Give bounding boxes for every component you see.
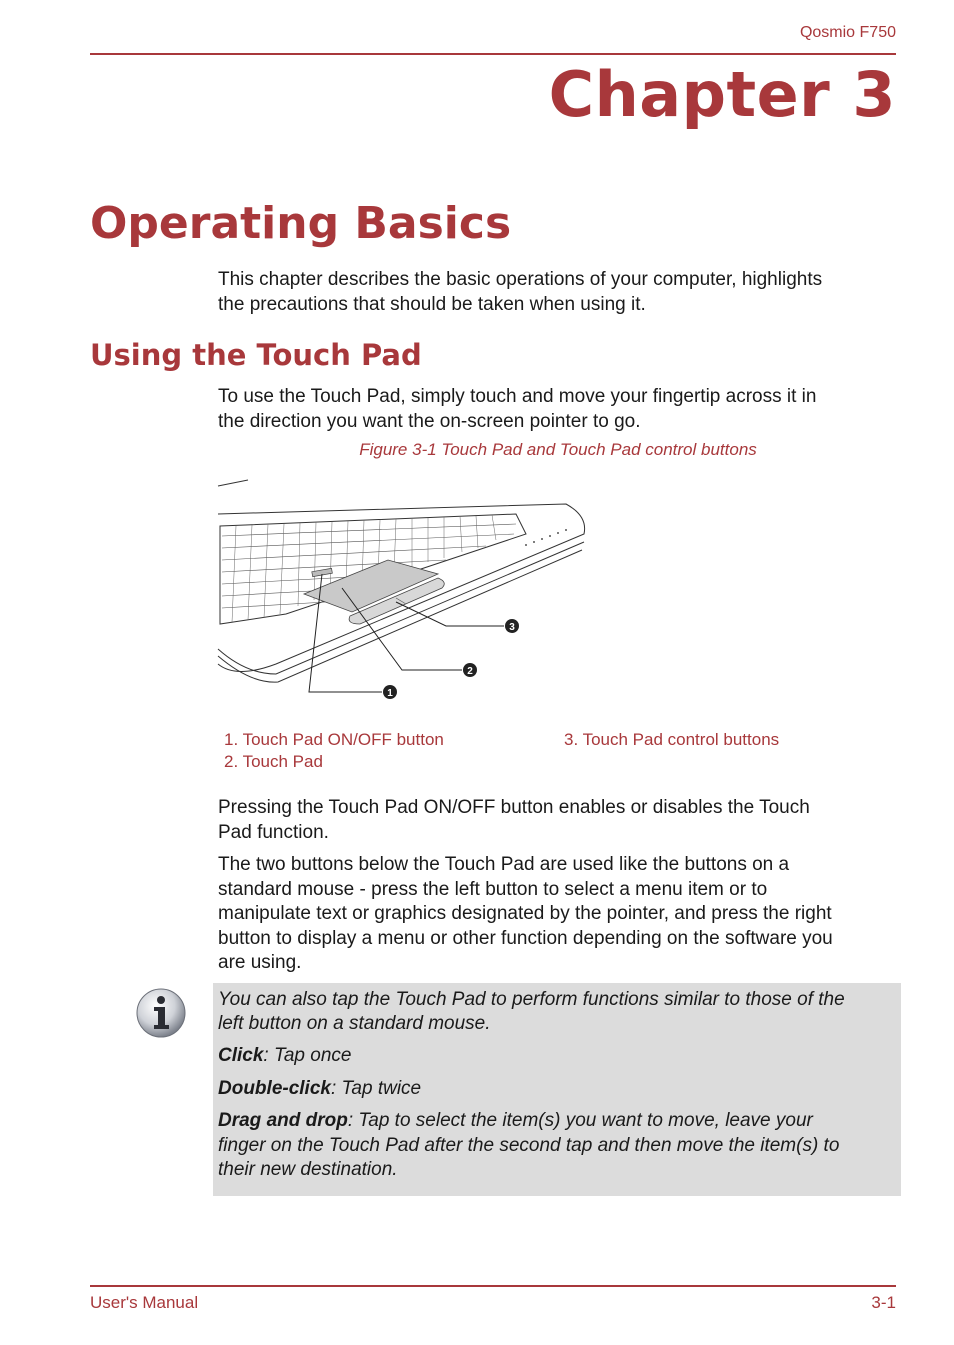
onoff-paragraph — [218, 796, 898, 845]
note-line: You can also tap the Touch Pad to perform functions similar to those of the — [218, 989, 845, 1010]
callout-2 — [463, 663, 477, 677]
callout-label: 2 — [467, 666, 473, 677]
callout-label: 3 — [509, 622, 515, 633]
callout-label: 1 — [387, 688, 393, 699]
touchpad-intro-line: the direction you want the on-screen pointer to go. — [218, 410, 641, 432]
note-term: Double-click — [218, 1078, 331, 1099]
intro-paragraph — [218, 268, 898, 317]
legend-item-2: 2. Touch Pad — [224, 752, 323, 771]
note-desc: : Tap to select the item(s) you want to move, leave your — [347, 1110, 813, 1131]
subsection-title: Using the Touch Pad — [90, 338, 422, 372]
info-icon — [135, 987, 187, 1039]
paragraph-line: are using. — [218, 952, 302, 973]
footer-rule — [90, 1285, 896, 1287]
paragraph-line: The two buttons below the Touch Pad are used like the buttons on a — [218, 854, 790, 875]
header-product-name: Qosmio F750 — [799, 24, 896, 41]
callout-1 — [383, 685, 397, 699]
footer-manual-title: User's Manual — [90, 1293, 199, 1312]
note-desc: : Tap twice — [330, 1078, 422, 1099]
note-double-click — [218, 1077, 898, 1102]
callout-3 — [505, 619, 519, 633]
chapter-title: Chapter 3 — [548, 58, 896, 131]
note-line: left button on a standard mouse. — [218, 1013, 491, 1034]
laptop-front-edge — [218, 542, 584, 674]
buttons-paragraph — [218, 853, 898, 976]
intro-line: the precautions that should be taken when using it. — [218, 293, 646, 315]
note-desc: : Tap once — [263, 1045, 352, 1066]
touchpad-figure — [216, 474, 596, 704]
paragraph-line: button to display a menu or other function depending on the software you — [218, 927, 833, 949]
paragraph-line: Pressing the Touch Pad ON/OFF button enables or disables the Touch — [218, 797, 810, 818]
intro-line: This chapter describes the basic operations of your computer, highlights — [218, 269, 823, 290]
note-line: their new destination. — [218, 1159, 398, 1180]
paragraph-line: standard mouse - press the left button to select a menu item or to — [218, 878, 768, 900]
legend-item-1: 1. Touch Pad ON/OFF button — [224, 730, 444, 749]
note-line: finger on the Touch Pad after the second tap and then move the item(s) to — [218, 1135, 840, 1156]
hinge-line — [218, 480, 248, 486]
footer-page-number: 3-1 — [871, 1293, 896, 1312]
note-term: Drag and drop — [218, 1110, 348, 1131]
section-title: Operating Basics — [90, 198, 512, 249]
paragraph-line: Pad function. — [218, 821, 329, 843]
touchpad-intro-paragraph — [218, 385, 898, 434]
note-term: Click — [218, 1045, 264, 1066]
note-drag-and-drop — [218, 1109, 898, 1134]
header-rule — [90, 53, 896, 55]
figure-caption: Figure 3-1 Touch Pad and Touch Pad control buttons — [359, 440, 757, 459]
legend-item-3: 3. Touch Pad control buttons — [564, 730, 780, 749]
note-click — [218, 1044, 898, 1069]
touchpad-intro-line: To use the Touch Pad, simply touch and move your fingertip across it in — [218, 386, 817, 407]
paragraph-line: manipulate text or graphics designated by the pointer, and press the right — [218, 903, 832, 924]
